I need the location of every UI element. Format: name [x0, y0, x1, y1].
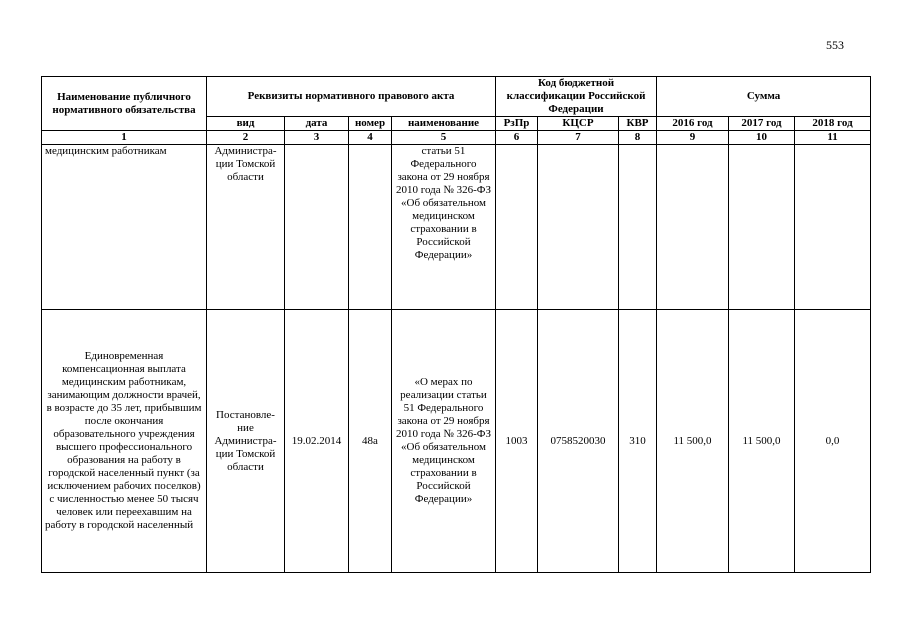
sum-2018 — [795, 145, 871, 310]
kcsr-code — [538, 145, 619, 310]
sum-2018: 0,0 — [795, 310, 871, 573]
page-number: 553 — [826, 38, 844, 52]
act-number: 48а — [349, 310, 392, 573]
subheader-kvr: КВР — [619, 117, 657, 131]
table-row — [42, 145, 871, 310]
sum-2016: 11 500,0 — [657, 310, 729, 573]
header-row — [42, 77, 871, 117]
subheader-2016: 2016 год — [657, 117, 729, 131]
header-classification: Код бюджетной классификации Российской Федерации — [496, 77, 657, 117]
subheader-title: наименование — [392, 117, 496, 131]
budget-obligations-table — [41, 76, 871, 573]
act-title: «О мерах по реализации статьи 51 Федерального закона от 29 ноября 2010 года № 326-ФЗ «Об обязательном медицинском страховании в Российской Федерации» — [392, 310, 496, 573]
sum-2017 — [729, 145, 795, 310]
column-number: 8 — [619, 131, 657, 145]
column-number: 9 — [657, 131, 729, 145]
sum-2017: 11 500,0 — [729, 310, 795, 573]
header-obligation-name: Наименование публичного нормативного обязательства — [42, 77, 207, 131]
rzpr-code — [496, 145, 538, 310]
column-number: 6 — [496, 131, 538, 145]
kvr-code — [619, 145, 657, 310]
subheader-kcsr: КЦСР — [538, 117, 619, 131]
kvr-code: 310 — [619, 310, 657, 573]
subheader-vid: вид — [207, 117, 285, 131]
act-title: статьи 51 Федерального закона от 29 ноября 2010 года № 326-ФЗ «Об обязательном медицинском страховании в Российской Федерации» — [392, 145, 496, 310]
header-requisites: Реквизиты нормативного правового акта — [207, 77, 496, 117]
sum-2016 — [657, 145, 729, 310]
act-type: Постановле-ние Администра-ции Томской области — [207, 310, 285, 573]
column-number: 10 — [729, 131, 795, 145]
column-number-row — [42, 131, 871, 145]
subheader-number: номер — [349, 117, 392, 131]
act-number — [349, 145, 392, 310]
subheader-2018: 2018 год — [795, 117, 871, 131]
column-number: 1 — [42, 131, 207, 145]
column-number: 3 — [285, 131, 349, 145]
act-date: 19.02.2014 — [285, 310, 349, 573]
obligation-name: Единовременная компенсационная выплата медицинским работникам, занимающим должности врачей, в возрасте до 35 лет, прибывшим после окончания образовательного учреждения высшего профессионального образования на работу в городской населенный пункт (за исключением рабочих поселков) с численностью менее 50 тысяч человек или переехавшим на работу в городской населенный — [42, 310, 207, 573]
subheader-date: дата — [285, 117, 349, 131]
column-number: 7 — [538, 131, 619, 145]
subheader-rzpr: РзПр — [496, 117, 538, 131]
column-number: 5 — [392, 131, 496, 145]
obligation-name: медицинским работникам — [42, 145, 207, 310]
column-number: 2 — [207, 131, 285, 145]
subheader-2017: 2017 год — [729, 117, 795, 131]
kcsr-code: 0758520030 — [538, 310, 619, 573]
act-date — [285, 145, 349, 310]
column-number: 4 — [349, 131, 392, 145]
table-row — [42, 310, 871, 573]
header-sum: Сумма — [657, 77, 871, 117]
rzpr-code: 1003 — [496, 310, 538, 573]
act-type: Администра-ции Томской области — [207, 145, 285, 310]
column-number: 11 — [795, 131, 871, 145]
